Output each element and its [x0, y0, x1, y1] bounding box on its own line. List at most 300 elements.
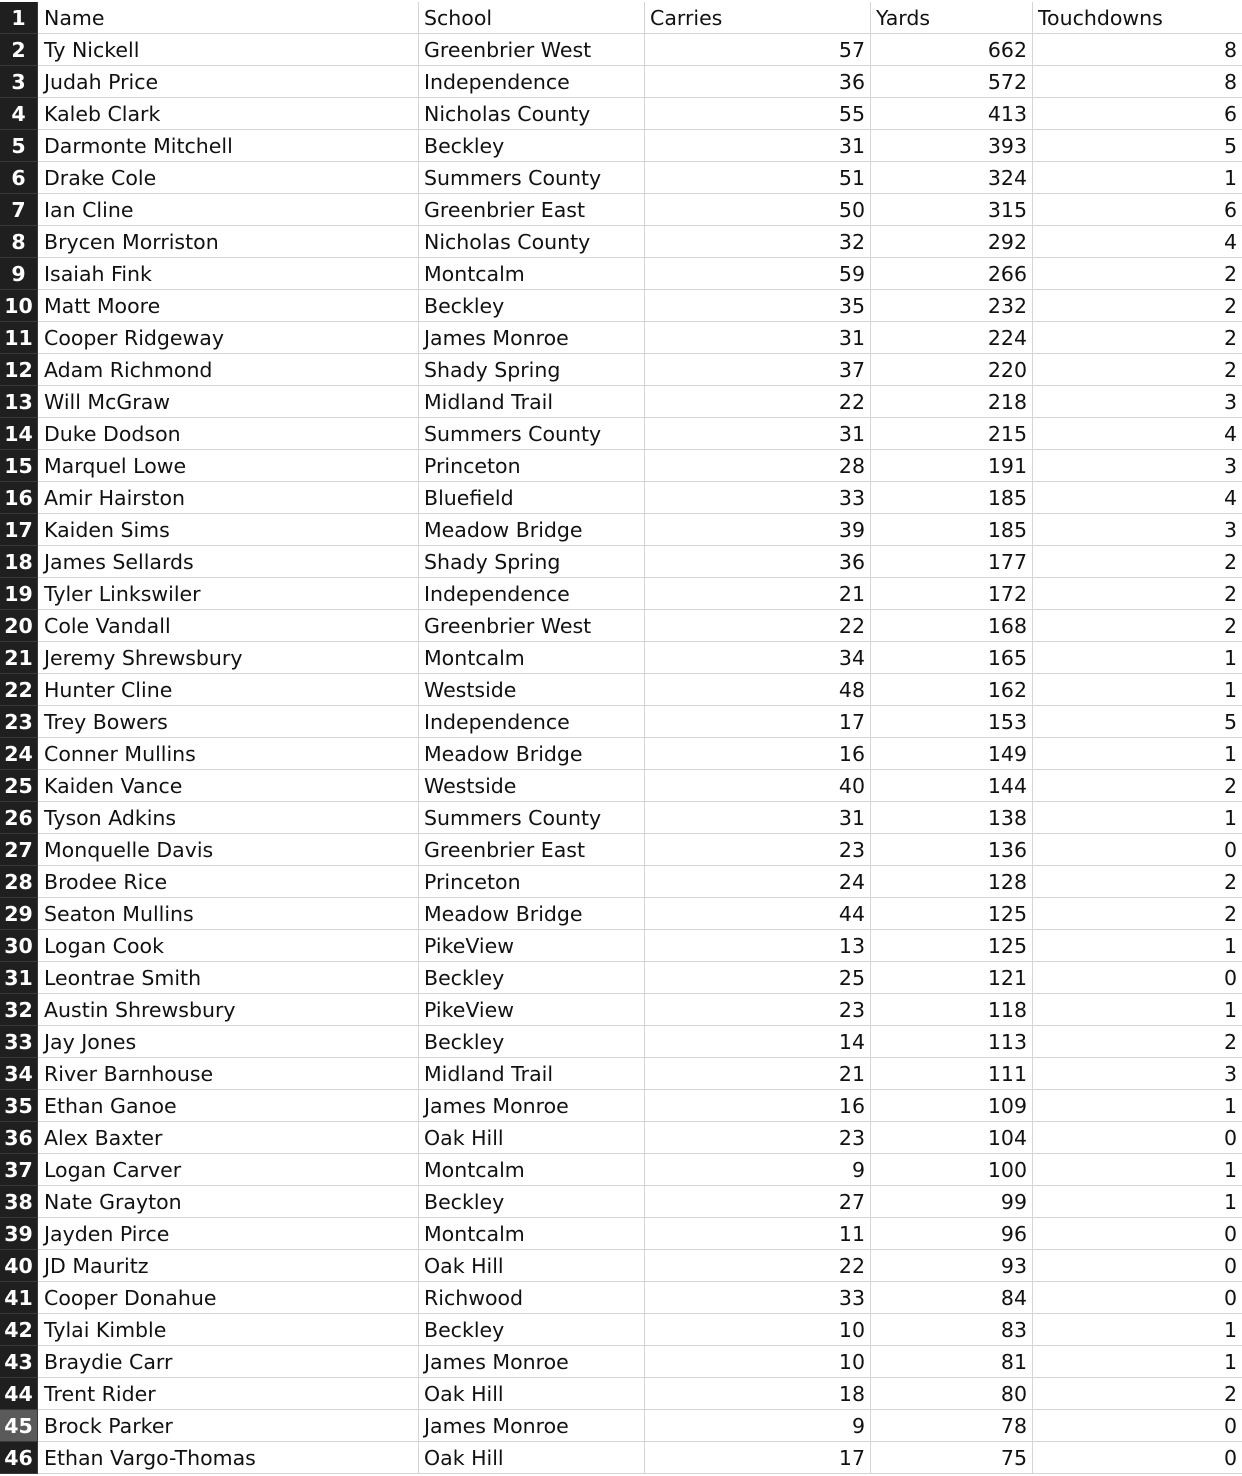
row-number[interactable]: 3 — [0, 66, 38, 98]
cell-touchdowns[interactable]: 0 — [1223, 1126, 1237, 1150]
cell-touchdowns[interactable]: 0 — [1223, 1414, 1237, 1438]
cell-school[interactable]: Midland Trail — [419, 1058, 645, 1090]
cell-yards[interactable]: 75 — [871, 1442, 1033, 1474]
cell-touchdowns[interactable]: 6 — [1223, 198, 1237, 222]
cell-school[interactable]: Westside — [419, 674, 645, 706]
cell-carries[interactable]: 32 — [645, 226, 871, 258]
cell-carries[interactable]: 16 — [645, 738, 871, 770]
row-number[interactable]: 13 — [0, 386, 38, 418]
cell-name[interactable]: Darmonte Mitchell — [38, 130, 419, 162]
row-number[interactable]: 10 — [0, 290, 38, 322]
row-number[interactable]: 45 — [0, 1410, 38, 1442]
row-number[interactable]: 8 — [0, 226, 38, 258]
cell-carries[interactable]: 36 — [645, 546, 871, 578]
cell-yards[interactable]: 172 — [871, 578, 1033, 610]
cell-name[interactable]: Alex Baxter — [38, 1122, 419, 1154]
table-row — [0, 354, 1242, 386]
cell-school[interactable]: Westside — [419, 770, 645, 802]
table-row — [0, 1346, 1242, 1378]
row-number[interactable]: 15 — [0, 450, 38, 482]
cell-name[interactable]: Ethan Vargo-Thomas — [38, 1442, 419, 1474]
cell-school[interactable]: Greenbrier East — [419, 834, 645, 866]
row-number[interactable]: 2 — [0, 34, 38, 66]
row-number[interactable]: 29 — [0, 898, 38, 930]
cell-school[interactable]: Independence — [419, 66, 645, 98]
cell-yards[interactable]: 81 — [871, 1346, 1033, 1378]
row-number[interactable]: 24 — [0, 738, 38, 770]
table-row — [0, 962, 1242, 994]
cell-name[interactable]: Kaiden Vance — [38, 770, 419, 802]
row-number[interactable]: 20 — [0, 610, 38, 642]
cell-touchdowns[interactable]: 0 — [1223, 1222, 1237, 1246]
cell-carries[interactable]: 33 — [645, 482, 871, 514]
cell-name[interactable]: James Sellards — [38, 546, 419, 578]
cell-carries[interactable]: 21 — [645, 1058, 871, 1090]
cell-carries[interactable]: 22 — [645, 386, 871, 418]
cell-yards[interactable]: 100 — [871, 1154, 1033, 1186]
cell-yards[interactable]: 224 — [871, 322, 1033, 354]
cell-carries[interactable]: 9 — [645, 1154, 871, 1186]
table-row — [0, 738, 1242, 770]
cell-yards[interactable]: 144 — [871, 770, 1033, 802]
cell-carries[interactable]: 35 — [645, 290, 871, 322]
cell-yards[interactable]: 118 — [871, 994, 1033, 1026]
cell-carries[interactable]: 23 — [645, 834, 871, 866]
cell-yards[interactable]: 125 — [871, 930, 1033, 962]
cell-carries[interactable]: 31 — [645, 418, 871, 450]
cell-yards[interactable]: 84 — [871, 1282, 1033, 1314]
cell-touchdowns[interactable]: 4 — [1223, 422, 1237, 446]
cell-carries[interactable]: 23 — [645, 994, 871, 1026]
cell-name[interactable]: Cole Vandall — [38, 610, 419, 642]
row-number[interactable]: 23 — [0, 706, 38, 738]
cell-school[interactable]: Greenbrier West — [419, 610, 645, 642]
cell-touchdowns[interactable]: 1 — [1223, 1350, 1237, 1374]
cell-touchdowns[interactable]: 2 — [1223, 262, 1237, 286]
cell-touchdowns[interactable]: 3 — [1223, 454, 1237, 478]
cell-carries[interactable]: 48 — [645, 674, 871, 706]
row-number[interactable]: 38 — [0, 1186, 38, 1218]
row-number[interactable]: 34 — [0, 1058, 38, 1090]
cell-name[interactable]: Austin Shrewsbury — [38, 994, 419, 1026]
cell-school[interactable]: PikeView — [419, 930, 645, 962]
row-number[interactable]: 9 — [0, 258, 38, 290]
cell-carries[interactable]: 23 — [645, 1122, 871, 1154]
cell-yards[interactable]: 215 — [871, 418, 1033, 450]
cell-touchdowns[interactable]: 3 — [1223, 518, 1237, 542]
table-row — [0, 514, 1242, 546]
cell-touchdowns[interactable]: 1 — [1223, 646, 1237, 670]
cell-touchdowns[interactable]: 0 — [1223, 838, 1237, 862]
cell-carries[interactable]: 22 — [645, 610, 871, 642]
table-row — [0, 802, 1242, 834]
cell-carries[interactable]: 36 — [645, 66, 871, 98]
cell-yards[interactable]: 393 — [871, 130, 1033, 162]
cell-name[interactable]: Cooper Donahue — [38, 1282, 419, 1314]
cell-carries[interactable]: 31 — [645, 322, 871, 354]
cell-school[interactable]: Princeton — [419, 866, 645, 898]
cell-school[interactable]: Montcalm — [419, 258, 645, 290]
cell-carries[interactable]: 18 — [645, 1378, 871, 1410]
cell-yards[interactable]: 111 — [871, 1058, 1033, 1090]
cell-yards[interactable]: 266 — [871, 258, 1033, 290]
row-number[interactable]: 17 — [0, 514, 38, 546]
cell-carries[interactable]: 16 — [645, 1090, 871, 1122]
cell-touchdowns[interactable]: 2 — [1223, 774, 1237, 798]
row-number[interactable]: 7 — [0, 194, 38, 226]
row-number[interactable]: 36 — [0, 1122, 38, 1154]
cell-carries[interactable]: 27 — [645, 1186, 871, 1218]
cell-name[interactable]: Conner Mullins — [38, 738, 419, 770]
column-header-name[interactable]: Name — [38, 2, 419, 34]
cell-yards[interactable]: 191 — [871, 450, 1033, 482]
cell-name[interactable]: Nate Grayton — [38, 1186, 419, 1218]
cell-school[interactable]: PikeView — [419, 994, 645, 1026]
cell-touchdowns[interactable]: 8 — [1223, 70, 1237, 94]
cell-school[interactable]: Oak Hill — [419, 1122, 645, 1154]
cell-carries[interactable]: 9 — [645, 1410, 871, 1442]
cell-school[interactable]: Oak Hill — [419, 1378, 645, 1410]
cell-name[interactable]: Kaleb Clark — [38, 98, 419, 130]
cell-school[interactable]: James Monroe — [419, 1410, 645, 1442]
cell-yards[interactable]: 109 — [871, 1090, 1033, 1122]
cell-carries[interactable]: 25 — [645, 962, 871, 994]
cell-school[interactable]: Midland Trail — [419, 386, 645, 418]
cell-name[interactable]: Trey Bowers — [38, 706, 419, 738]
cell-yards[interactable]: 324 — [871, 162, 1033, 194]
cell-yards[interactable]: 128 — [871, 866, 1033, 898]
table-row — [0, 1154, 1242, 1186]
row-number[interactable]: 6 — [0, 162, 38, 194]
cell-school[interactable]: Oak Hill — [419, 1442, 645, 1474]
cell-touchdowns[interactable]: 5 — [1223, 710, 1237, 734]
cell-yards[interactable]: 121 — [871, 962, 1033, 994]
row-number[interactable]: 19 — [0, 578, 38, 610]
cell-school[interactable]: Shady Spring — [419, 354, 645, 386]
cell-touchdowns[interactable]: 1 — [1223, 1158, 1237, 1182]
row-number[interactable]: 32 — [0, 994, 38, 1026]
table-row — [0, 770, 1242, 802]
cell-yards[interactable]: 662 — [871, 34, 1033, 66]
cell-touchdowns[interactable]: 2 — [1223, 582, 1237, 606]
cell-name[interactable]: JD Mauritz — [38, 1250, 419, 1282]
cell-carries[interactable]: 22 — [645, 1250, 871, 1282]
cell-carries[interactable]: 44 — [645, 898, 871, 930]
cell-school[interactable]: Meadow Bridge — [419, 738, 645, 770]
cell-touchdowns[interactable]: 8 — [1223, 38, 1237, 62]
cell-touchdowns[interactable]: 1 — [1223, 1094, 1237, 1118]
cell-school[interactable]: Princeton — [419, 450, 645, 482]
cell-school[interactable]: Beckley — [419, 290, 645, 322]
cell-yards[interactable]: 96 — [871, 1218, 1033, 1250]
table-row — [0, 194, 1242, 226]
cell-yards[interactable]: 99 — [871, 1186, 1033, 1218]
row-number[interactable]: 31 — [0, 962, 38, 994]
cell-yards[interactable]: 125 — [871, 898, 1033, 930]
row-number[interactable]: 33 — [0, 1026, 38, 1058]
table-row — [0, 930, 1242, 962]
cell-name[interactable]: Brock Parker — [38, 1410, 419, 1442]
cell-carries[interactable]: 55 — [645, 98, 871, 130]
cell-school[interactable]: James Monroe — [419, 322, 645, 354]
cell-carries[interactable]: 51 — [645, 162, 871, 194]
cell-touchdowns[interactable]: 1 — [1223, 166, 1237, 190]
cell-touchdowns[interactable]: 3 — [1223, 1062, 1237, 1086]
cell-name[interactable]: Tyson Adkins — [38, 802, 419, 834]
cell-school[interactable]: Meadow Bridge — [419, 514, 645, 546]
cell-school[interactable]: Independence — [419, 578, 645, 610]
cell-school[interactable]: Richwood — [419, 1282, 645, 1314]
cell-school[interactable]: James Monroe — [419, 1346, 645, 1378]
cell-school[interactable]: James Monroe — [419, 1090, 645, 1122]
cell-name[interactable]: Brodee Rice — [38, 866, 419, 898]
header-row — [0, 2, 1242, 34]
cell-school[interactable]: Beckley — [419, 1314, 645, 1346]
cell-name[interactable]: Isaiah Fink — [38, 258, 419, 290]
row-number[interactable]: 11 — [0, 322, 38, 354]
cell-school[interactable]: Montcalm — [419, 642, 645, 674]
cell-name[interactable]: Hunter Cline — [38, 674, 419, 706]
cell-name[interactable]: Monquelle Davis — [38, 834, 419, 866]
table-row — [0, 1090, 1242, 1122]
cell-school[interactable]: Beckley — [419, 962, 645, 994]
cell-yards[interactable]: 138 — [871, 802, 1033, 834]
cell-school[interactable]: Beckley — [419, 1186, 645, 1218]
cell-yards[interactable]: 220 — [871, 354, 1033, 386]
table-row — [0, 482, 1242, 514]
cell-carries[interactable]: 10 — [645, 1346, 871, 1378]
row-number[interactable]: 22 — [0, 674, 38, 706]
cell-touchdowns[interactable]: 1 — [1223, 678, 1237, 702]
cell-touchdowns[interactable]: 2 — [1223, 294, 1237, 318]
cell-name[interactable]: Matt Moore — [38, 290, 419, 322]
row-number[interactable]: 5 — [0, 130, 38, 162]
cell-yards[interactable]: 162 — [871, 674, 1033, 706]
cell-name[interactable]: Cooper Ridgeway — [38, 322, 419, 354]
cell-touchdowns[interactable]: 2 — [1223, 1030, 1237, 1054]
cell-yards[interactable]: 80 — [871, 1378, 1033, 1410]
cell-touchdowns[interactable]: 4 — [1223, 486, 1237, 510]
cell-name[interactable]: Ty Nickell — [38, 34, 419, 66]
cell-name[interactable]: Trent Rider — [38, 1378, 419, 1410]
cell-touchdowns[interactable]: 5 — [1223, 134, 1237, 158]
row-number[interactable]: 41 — [0, 1282, 38, 1314]
cell-yards[interactable]: 104 — [871, 1122, 1033, 1154]
cell-touchdowns[interactable]: 1 — [1223, 1318, 1237, 1342]
row-number[interactable]: 39 — [0, 1218, 38, 1250]
cell-name[interactable]: Ethan Ganoe — [38, 1090, 419, 1122]
table-row — [0, 994, 1242, 1026]
cell-yards[interactable]: 232 — [871, 290, 1033, 322]
cell-carries[interactable]: 39 — [645, 514, 871, 546]
cell-touchdowns[interactable]: 1 — [1223, 998, 1237, 1022]
table-row — [0, 34, 1242, 66]
cell-yards[interactable]: 136 — [871, 834, 1033, 866]
cell-yards[interactable]: 168 — [871, 610, 1033, 642]
cell-yards[interactable]: 185 — [871, 482, 1033, 514]
cell-carries[interactable]: 21 — [645, 578, 871, 610]
cell-school[interactable]: Nicholas County — [419, 226, 645, 258]
cell-school[interactable]: Shady Spring — [419, 546, 645, 578]
cell-name[interactable]: Tylai Kimble — [38, 1314, 419, 1346]
cell-touchdowns[interactable]: 6 — [1223, 102, 1237, 126]
row-number[interactable]: 30 — [0, 930, 38, 962]
cell-carries[interactable]: 24 — [645, 866, 871, 898]
cell-name[interactable]: Duke Dodson — [38, 418, 419, 450]
cell-name[interactable]: Tyler Linkswiler — [38, 578, 419, 610]
cell-school[interactable]: Summers County — [419, 162, 645, 194]
cell-carries[interactable]: 34 — [645, 642, 871, 674]
cell-yards[interactable]: 185 — [871, 514, 1033, 546]
cell-yards[interactable]: 292 — [871, 226, 1033, 258]
cell-carries[interactable]: 14 — [645, 1026, 871, 1058]
row-number[interactable]: 26 — [0, 802, 38, 834]
cell-name[interactable]: Will McGraw — [38, 386, 419, 418]
cell-yards[interactable]: 149 — [871, 738, 1033, 770]
cell-touchdowns[interactable]: 2 — [1223, 358, 1237, 382]
row-number[interactable]: 25 — [0, 770, 38, 802]
cell-touchdowns[interactable]: 4 — [1223, 230, 1237, 254]
cell-touchdowns[interactable]: 0 — [1223, 966, 1237, 990]
cell-touchdowns[interactable]: 1 — [1223, 806, 1237, 830]
cell-name[interactable]: Seaton Mullins — [38, 898, 419, 930]
column-header-touchdowns[interactable]: Touchdowns — [1038, 6, 1163, 30]
cell-yards[interactable]: 177 — [871, 546, 1033, 578]
row-number[interactable]: 12 — [0, 354, 38, 386]
cell-school[interactable]: Independence — [419, 706, 645, 738]
cell-carries[interactable]: 50 — [645, 194, 871, 226]
row-number[interactable]: 40 — [0, 1250, 38, 1282]
table-row — [0, 578, 1242, 610]
cell-carries[interactable]: 31 — [645, 802, 871, 834]
cell-carries[interactable]: 37 — [645, 354, 871, 386]
cell-name[interactable]: Jayden Pirce — [38, 1218, 419, 1250]
row-number[interactable]: 44 — [0, 1378, 38, 1410]
cell-school[interactable]: Bluefield — [419, 482, 645, 514]
cell-yards[interactable]: 572 — [871, 66, 1033, 98]
cell-touchdowns[interactable]: 1 — [1223, 934, 1237, 958]
cell-name[interactable]: Adam Richmond — [38, 354, 419, 386]
cell-touchdowns[interactable]: 3 — [1223, 390, 1237, 414]
cell-school[interactable]: Montcalm — [419, 1218, 645, 1250]
cell-carries[interactable]: 17 — [645, 1442, 871, 1474]
cell-name[interactable]: Judah Price — [38, 66, 419, 98]
table-row — [0, 1378, 1242, 1410]
cell-touchdowns[interactable]: 0 — [1223, 1286, 1237, 1310]
row-number[interactable]: 21 — [0, 642, 38, 674]
row-number[interactable]: 37 — [0, 1154, 38, 1186]
cell-name[interactable]: Leontrae Smith — [38, 962, 419, 994]
cell-carries[interactable]: 59 — [645, 258, 871, 290]
cell-carries[interactable]: 17 — [645, 706, 871, 738]
row-number-header[interactable]: 1 — [0, 2, 38, 34]
cell-touchdowns[interactable]: 2 — [1223, 550, 1237, 574]
cell-name[interactable]: Marquel Lowe — [38, 450, 419, 482]
cell-carries[interactable]: 40 — [645, 770, 871, 802]
cell-touchdowns[interactable]: 2 — [1223, 870, 1237, 894]
cell-name[interactable]: Kaiden Sims — [38, 514, 419, 546]
cell-name[interactable]: Logan Cook — [38, 930, 419, 962]
cell-yards[interactable]: 315 — [871, 194, 1033, 226]
row-number[interactable]: 42 — [0, 1314, 38, 1346]
table-row — [0, 1122, 1242, 1154]
cell-name[interactable]: Ian Cline — [38, 194, 419, 226]
row-number[interactable]: 16 — [0, 482, 38, 514]
cell-school[interactable]: Montcalm — [419, 1154, 645, 1186]
column-header-school[interactable]: School — [419, 2, 645, 34]
cell-touchdowns[interactable]: 2 — [1223, 326, 1237, 350]
cell-school[interactable]: Summers County — [419, 802, 645, 834]
table-row — [0, 1218, 1242, 1250]
cell-school[interactable]: Beckley — [419, 1026, 645, 1058]
cell-touchdowns[interactable]: 0 — [1223, 1254, 1237, 1278]
cell-carries[interactable]: 57 — [645, 34, 871, 66]
row-number[interactable]: 35 — [0, 1090, 38, 1122]
table-row — [0, 258, 1242, 290]
cell-carries[interactable]: 33 — [645, 1282, 871, 1314]
cell-yards[interactable]: 83 — [871, 1314, 1033, 1346]
cell-yards[interactable]: 165 — [871, 642, 1033, 674]
cell-yards[interactable]: 113 — [871, 1026, 1033, 1058]
cell-name[interactable]: River Barnhouse — [38, 1058, 419, 1090]
table-row — [0, 98, 1242, 130]
cell-carries[interactable]: 10 — [645, 1314, 871, 1346]
cell-carries[interactable]: 11 — [645, 1218, 871, 1250]
cell-school[interactable]: Nicholas County — [419, 98, 645, 130]
row-number[interactable]: 27 — [0, 834, 38, 866]
cell-school[interactable]: Greenbrier West — [419, 34, 645, 66]
cell-touchdowns[interactable]: 0 — [1223, 1446, 1237, 1470]
column-header-yards[interactable]: Yards — [871, 2, 1033, 34]
cell-touchdowns[interactable]: 2 — [1223, 614, 1237, 638]
cell-name[interactable]: Drake Cole — [38, 162, 419, 194]
cell-school[interactable]: Summers County — [419, 418, 645, 450]
cell-yards[interactable]: 413 — [871, 98, 1033, 130]
column-header-carries[interactable]: Carries — [645, 2, 871, 34]
cell-touchdowns[interactable]: 1 — [1223, 742, 1237, 766]
table-row — [0, 898, 1242, 930]
row-number[interactable]: 46 — [0, 1442, 38, 1474]
row-number[interactable]: 14 — [0, 418, 38, 450]
cell-touchdowns[interactable]: 2 — [1223, 902, 1237, 926]
cell-name[interactable]: Jeremy Shrewsbury — [38, 642, 419, 674]
cell-carries[interactable]: 13 — [645, 930, 871, 962]
cell-yards[interactable]: 153 — [871, 706, 1033, 738]
cell-school[interactable]: Beckley — [419, 130, 645, 162]
cell-school[interactable]: Oak Hill — [419, 1250, 645, 1282]
cell-carries[interactable]: 28 — [645, 450, 871, 482]
cell-name[interactable]: Brycen Morriston — [38, 226, 419, 258]
table-row — [0, 1442, 1242, 1474]
row-number[interactable]: 4 — [0, 98, 38, 130]
cell-name[interactable]: Amir Hairston — [38, 482, 419, 514]
cell-carries[interactable]: 31 — [645, 130, 871, 162]
cell-yards[interactable]: 78 — [871, 1410, 1033, 1442]
cell-name[interactable]: Jay Jones — [38, 1026, 419, 1058]
cell-yards[interactable]: 93 — [871, 1250, 1033, 1282]
row-number[interactable]: 43 — [0, 1346, 38, 1378]
cell-name[interactable]: Logan Carver — [38, 1154, 419, 1186]
cell-name[interactable]: Braydie Carr — [38, 1346, 419, 1378]
cell-touchdowns[interactable]: 2 — [1223, 1382, 1237, 1406]
table-row — [0, 610, 1242, 642]
row-number[interactable]: 18 — [0, 546, 38, 578]
cell-yards[interactable]: 218 — [871, 386, 1033, 418]
cell-school[interactable]: Meadow Bridge — [419, 898, 645, 930]
cell-school[interactable]: Greenbrier East — [419, 194, 645, 226]
row-number[interactable]: 28 — [0, 866, 38, 898]
cell-touchdowns[interactable]: 1 — [1223, 1190, 1237, 1214]
